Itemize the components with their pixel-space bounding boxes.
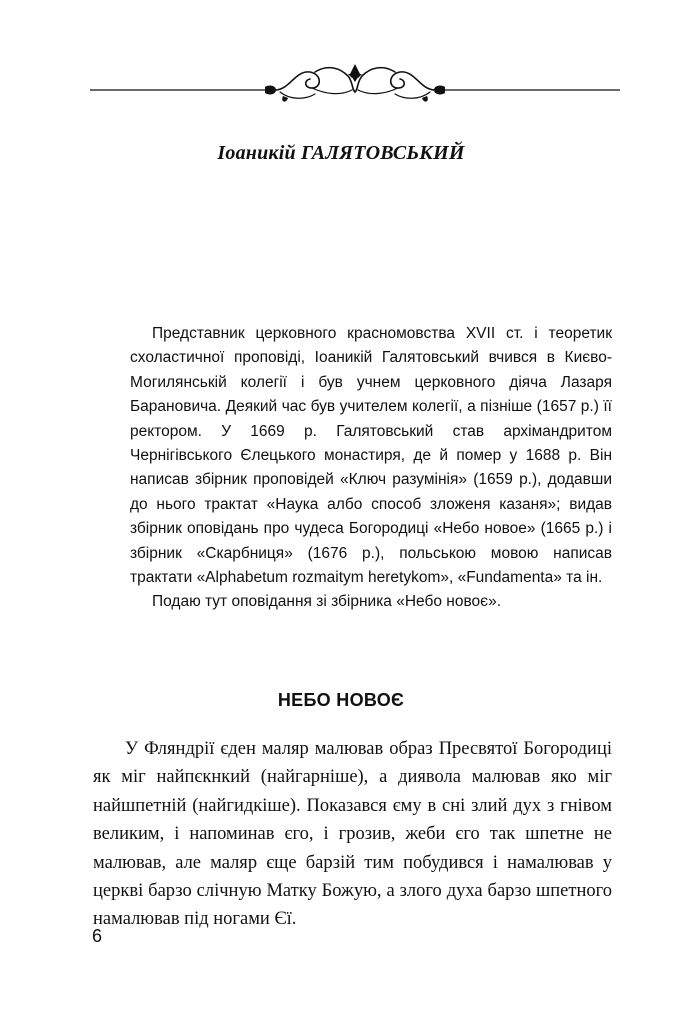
decorative-flourish-icon bbox=[90, 60, 620, 104]
story-title: НЕБО НОВОЄ bbox=[277, 690, 405, 710]
intro-section bbox=[130, 322, 612, 615]
intro-paragraph: Подаю тут оповідання зі збірника «Небо новоє». bbox=[152, 593, 501, 611]
story-paragraph: У Фляндрії єден маляр малював образ Пресвятої Богородиці як міг найпєкнкий (найгарніше), а диявола малював яко міг найшпетній (найгидкіше). Показався єму в сні злий дух з гнівом великим, і напоминав єго, і грозив, жеби єго так шпетне не малював, але маляр єще барзій тим побудився і намалював у церкві барзо слічную Матку Божую, а злого духа барзо шпетного намалював під ногами Єї. bbox=[93, 739, 612, 930]
story-section bbox=[93, 735, 612, 934]
author-heading: Іоаникій ГАЛЯТОВСЬКИЙ bbox=[217, 142, 465, 164]
intro-paragraph: Представник церковного красномовства XVII ст. і теоретик схоластичної проповіді, Іоаникій Галятовський вчився в Києво-Могилянській колегії і був учнем церковного діяча Лазаря Барановича. Деякий час був учителем колегії, а пізніше (1657 р.) її ректором. У 1669 р. Галятовський став архімандритом Чернігівського Єлецького монастиря, де й помер у 1688 р. Він написав збірник проповідей «Ключ разумінія» (1659 р.), додавши до нього трактат «Наука албо способ зложеня казаня»; видав збірник оповідань про чудеса Богородиці «Небо новое» (1665 р.) і збірник «Скарбниця» (1676 р.), польською мовою написав трактати «Alphabetum rozmaitym heretykom», «Fundamenta» та ін. bbox=[130, 325, 612, 587]
page-number: 6 bbox=[92, 926, 103, 946]
